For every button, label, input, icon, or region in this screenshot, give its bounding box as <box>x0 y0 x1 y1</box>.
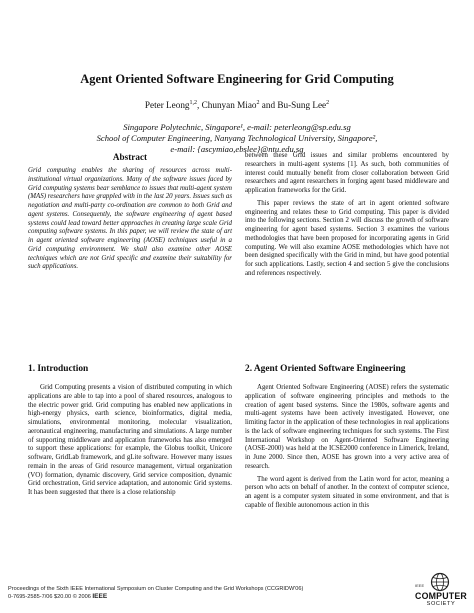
logo-computer-text: COMPUTER <box>415 591 467 601</box>
author-superscript: 2 <box>326 100 330 106</box>
abstract-text: Grid computing enables the sharing of resources across multi-institutional virtual organizations. Many of the software issues faced by Grid computing systems bear semblance to issues that multi-agent system (MAS) researchers have grappled with in the last 20 years. Issues such as negotiation and multi-party co-ordination are common to both Grid and agent systems. Consequently, the software engineering of agent based systems could lead toward better approaches in creating large scale Grid computing software systems. In this paper, we will review the state of art in agent oriented software engineering (AOSE) techniques useful in a Grid computing environment. We shall also examine other AOSE techniques which are not Grid specific and examine their suitability for such applications. <box>28 167 232 271</box>
globe-icon <box>430 572 450 592</box>
footer-isbn-line <box>8 593 408 601</box>
body-paragraph: Grid Computing presents a vision of distributed computing in which applications are able to tap into a pool of shared resources, analogous to the electric power grid. Grid computing has enabled new applications in high-energy physics, earth science, bioinformatics, digital media, simulations, environmental monitoring, molecular visualization, aeronautical engineering, manufacturing and simulations. A large number of supporting middleware and application frameworks has also emerged to support these applications: for example, the Globus toolkit, Unicore software, GridLab framework, and gLite software. However many issues remain in the areas of Grid resource management, virtual organization (VO) formation, dynamic discovery, Grid service composition, dynamic Grid orchestration, Grid service adaptation, and autonomic Grid systems. It has been suggested that there is a close relationship <box>28 384 232 496</box>
abstract-heading: Abstract <box>112 152 148 162</box>
author-name: Peter Leong <box>144 100 190 111</box>
section-heading: 2. Agent Oriented Software Engineering <box>245 364 406 374</box>
section-heading: 1. Introduction <box>28 364 89 374</box>
affiliation-line: School of Computer Engineering, Nanyang Technological University, Singapore², <box>96 133 378 143</box>
affiliation-line: e-mail: {ascymiao,ebslee}@ntu.edu.sg <box>170 144 304 154</box>
author-superscript: 2 <box>256 100 260 106</box>
author-name: Bu-Sung Lee <box>277 100 327 111</box>
author-superscript: 1,2 <box>189 100 198 106</box>
body-paragraph: Agent Oriented Software Engineering (AOSE) refers the systematic application of software engineering principles and methods to the creation of agent based systems. Since the 1980s, software agents and multi-agent systems have been actively investigated. However, one limiting factor in the application of these technologies in real applications is the lack of software engineering techniques for such systems. The First International Workshop on Agent-Oriented Software Engineering (AOSE-2000) was held at the ICSE2000 conference in Limerick, Ireland, in June 2000. Since then, AOSE has grown into a very active area of research. <box>245 384 449 470</box>
author-separator: , <box>197 100 202 111</box>
affiliations <box>0 122 474 155</box>
ieee-mark: IEEE <box>92 593 108 600</box>
logo-society-text: SOCIETY <box>426 601 456 607</box>
intro-continuation <box>245 152 449 279</box>
affiliation-line: Singapore Polytechnic, Singapore¹, e-mail: peterleong@sp.edu.sg <box>123 122 351 132</box>
page-footer <box>8 585 408 601</box>
author-name: Chunyan Miao <box>201 100 257 111</box>
footer-proceedings: Proceedings of the Sixth IEEE International Symposium on Cluster Computing and the Grid Workshops (CCGRIDW'06) <box>8 586 304 592</box>
section-aose <box>245 364 449 511</box>
section-introduction <box>28 364 232 498</box>
body-paragraph: This paper reviews the state of art in agent oriented software engineering and relates these to Grid computing. This paper is divided into the following sections. Section 2 will discuss the growth of software engineering for agent based systems. Section 3 examines the various methodologies that have been proposed for incorporating agents in Grid computing. We will also examine AOSE methodologies which have not been designed specifically with the Grid in mind, but have good potential for such applications. Lastly, section 4 and section 5 give the conclusions and references respectively. <box>245 199 449 277</box>
body-paragraph: The word agent is derived from the Latin word for actor, meaning a person who acts on behalf of another. In the context of computer science, an agent is a computer system situated in some environment, and that is capable of flexible autonomous action in this <box>245 475 449 509</box>
paper-title: Agent Oriented Software Engineering for Grid Computing <box>80 72 394 86</box>
footer-isbn: 0-7695-2585-7/06 $20.00 © 2006 <box>8 594 91 600</box>
body-paragraph: between these Grid issues and similar problems encountered by researchers in multi-agent systems [1]. As such, both communities of interest could mutually benefit from closer collaboration between Grid researchers and agent researchers in forging agent based middleware and application frameworks for the Grid. <box>245 152 449 194</box>
logo-ieee-text: IEEE <box>415 583 425 588</box>
author-line <box>0 100 474 110</box>
computer-society-logo <box>413 572 469 608</box>
abstract-block <box>28 152 232 272</box>
author-separator: and <box>259 100 278 111</box>
